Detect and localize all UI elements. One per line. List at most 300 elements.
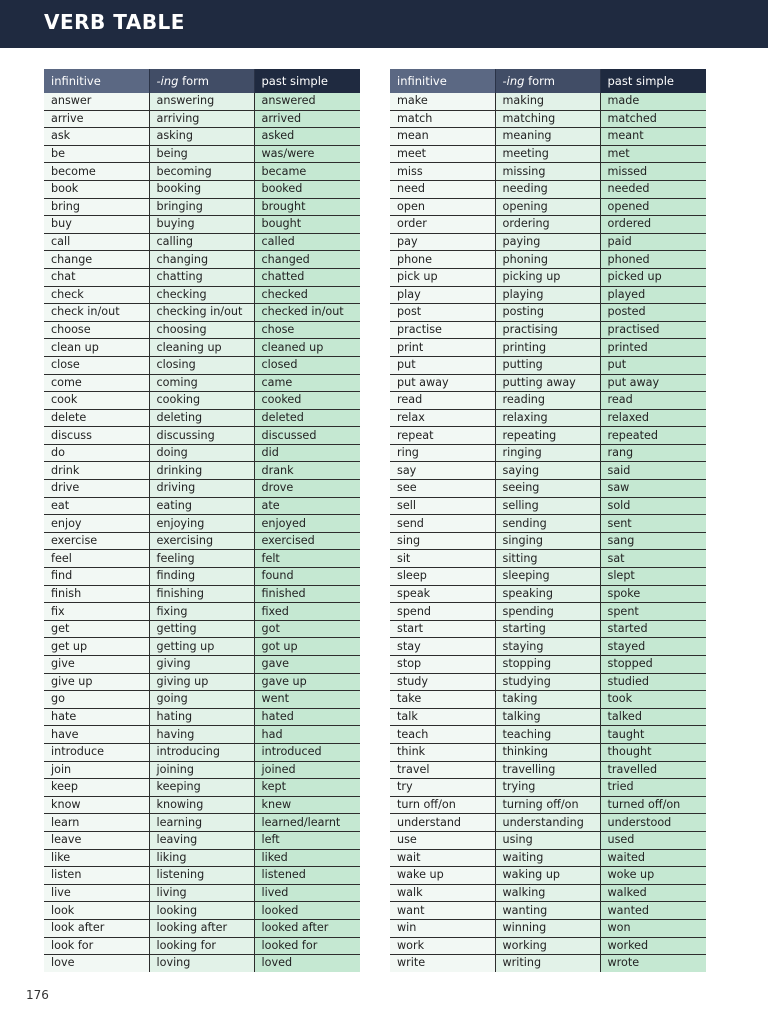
cell-infinitive: send [390,515,495,533]
table-row [390,93,706,110]
cell-past-simple: gave [254,656,360,674]
table-row [44,427,360,445]
cell-past-simple: read [600,392,706,410]
cell-ing-form: feeling [149,550,254,568]
cell-ing-form: missing [495,163,600,181]
cell-infinitive: look [44,902,149,920]
header-ing-form [149,69,254,93]
cell-infinitive: give up [44,673,149,691]
cell-ing-form: booking [149,180,254,198]
cell-infinitive: become [44,163,149,181]
cell-ing-form: cleaning up [149,339,254,357]
cell-past-simple: knew [254,796,360,814]
cell-infinitive: spend [390,603,495,621]
table-row [390,216,706,234]
cell-past-simple: matched [600,110,706,128]
cell-past-simple: finished [254,585,360,603]
cell-ing-form: knowing [149,796,254,814]
table-row [390,831,706,849]
cell-ing-form: repeating [495,427,600,445]
cell-infinitive: read [390,392,495,410]
cell-infinitive: match [390,110,495,128]
table-row [44,480,360,498]
cell-infinitive: want [390,902,495,920]
table-row [44,497,360,515]
table-header-row [390,69,706,93]
table-row [390,743,706,761]
cell-infinitive: print [390,339,495,357]
cell-ing-form: studying [495,673,600,691]
table-row [44,128,360,146]
cell-ing-form: finishing [149,585,254,603]
cell-ing-form: writing [495,955,600,972]
cell-ing-form: printing [495,339,600,357]
table-row [390,480,706,498]
cell-ing-form: changing [149,251,254,269]
cell-past-simple: travelled [600,761,706,779]
table-row [44,110,360,128]
cell-past-simple: spoke [600,585,706,603]
cell-infinitive: work [390,937,495,955]
cell-ing-form: opening [495,198,600,216]
cell-infinitive: wait [390,849,495,867]
cell-infinitive: like [44,849,149,867]
cell-ing-form: taking [495,691,600,709]
cell-past-simple: opened [600,198,706,216]
cell-infinitive: learn [44,814,149,832]
cell-ing-form: turning off/on [495,796,600,814]
cell-infinitive: miss [390,163,495,181]
cell-past-simple: used [600,831,706,849]
page-header [0,0,768,48]
table-row [390,268,706,286]
cell-infinitive: pay [390,233,495,251]
table-row [44,163,360,181]
table-row [44,409,360,427]
table-row [390,356,706,374]
table-row [44,532,360,550]
cell-infinitive: think [390,743,495,761]
cell-infinitive: keep [44,779,149,797]
cell-past-simple: listened [254,867,360,885]
header-infinitive: infinitive [44,69,149,93]
cell-ing-form: coming [149,374,254,392]
cell-infinitive: look after [44,919,149,937]
cell-past-simple: stayed [600,638,706,656]
table-row [44,849,360,867]
cell-infinitive: relax [390,409,495,427]
table-row [44,761,360,779]
cell-past-simple: turned off/on [600,796,706,814]
cell-past-simple: phoned [600,251,706,269]
table-row [44,796,360,814]
cell-infinitive: ask [44,128,149,146]
table-row [44,937,360,955]
table-row [390,585,706,603]
table-row [44,180,360,198]
cell-ing-form: staying [495,638,600,656]
cell-ing-form: teaching [495,726,600,744]
cell-ing-form: leaving [149,831,254,849]
cell-infinitive: choose [44,321,149,339]
table-row [44,392,360,410]
cell-past-simple: kept [254,779,360,797]
table-row [390,409,706,427]
cell-infinitive: check in/out [44,304,149,322]
cell-ing-form: cooking [149,392,254,410]
header-ing-suffix: form [524,74,555,88]
cell-ing-form: working [495,937,600,955]
cell-infinitive: find [44,568,149,586]
cell-infinitive: ring [390,444,495,462]
table-row [390,444,706,462]
cell-ing-form: doing [149,444,254,462]
cell-infinitive: change [44,251,149,269]
cell-infinitive: understand [390,814,495,832]
cell-infinitive: drink [44,462,149,480]
cell-infinitive: give [44,656,149,674]
table-row [44,708,360,726]
cell-past-simple: cleaned up [254,339,360,357]
cell-infinitive: play [390,286,495,304]
cell-infinitive: put away [390,374,495,392]
cell-past-simple: introduced [254,743,360,761]
cell-ing-form: sleeping [495,568,600,586]
cell-ing-form: going [149,691,254,709]
cell-ing-form: discussing [149,427,254,445]
cell-infinitive: post [390,304,495,322]
page-title: VERB TABLE [44,10,185,34]
cell-ing-form: liking [149,849,254,867]
page-number: 176 [26,988,49,1002]
cell-past-simple: took [600,691,706,709]
cell-infinitive: sit [390,550,495,568]
table-row [44,603,360,621]
cell-ing-form: having [149,726,254,744]
cell-past-simple: meant [600,128,706,146]
cell-infinitive: order [390,216,495,234]
cell-past-simple: thought [600,743,706,761]
cell-past-simple: won [600,919,706,937]
table-row [44,585,360,603]
cell-infinitive: fix [44,603,149,621]
cell-ing-form: drinking [149,462,254,480]
table-row [390,304,706,322]
cell-ing-form: introducing [149,743,254,761]
cell-infinitive: hate [44,708,149,726]
cell-past-simple: drove [254,480,360,498]
cell-ing-form: winning [495,919,600,937]
cell-ing-form: checking [149,286,254,304]
table-row [390,110,706,128]
cell-infinitive: introduce [44,743,149,761]
cell-ing-form: answering [149,93,254,110]
table-row [44,884,360,902]
table-row [390,761,706,779]
cell-infinitive: need [390,180,495,198]
cell-ing-form: asking [149,128,254,146]
table-row [390,321,706,339]
cell-ing-form: putting [495,356,600,374]
cell-ing-form: becoming [149,163,254,181]
cell-ing-form: buying [149,216,254,234]
table-row [390,568,706,586]
cell-ing-form: listening [149,867,254,885]
table-row [390,374,706,392]
cell-past-simple: understood [600,814,706,832]
table-row [390,849,706,867]
cell-past-simple: waited [600,849,706,867]
table-row [44,620,360,638]
cell-past-simple: asked [254,128,360,146]
cell-past-simple: felt [254,550,360,568]
cell-ing-form: making [495,93,600,110]
cell-ing-form: keeping [149,779,254,797]
cell-infinitive: sell [390,497,495,515]
table-row [44,955,360,972]
table-row [390,515,706,533]
cell-infinitive: be [44,145,149,163]
cell-ing-form: ringing [495,444,600,462]
cell-infinitive: book [44,180,149,198]
cell-infinitive: clean up [44,339,149,357]
cell-infinitive: use [390,831,495,849]
table-row [44,444,360,462]
cell-infinitive: repeat [390,427,495,445]
cell-infinitive: pick up [390,268,495,286]
cell-past-simple: put away [600,374,706,392]
cell-infinitive: know [44,796,149,814]
cell-past-simple: needed [600,180,706,198]
cell-infinitive: drive [44,480,149,498]
header-ing-prefix: -ing [156,74,179,88]
cell-past-simple: changed [254,251,360,269]
cell-past-simple: booked [254,180,360,198]
cell-past-simple: wrote [600,955,706,972]
table-row [390,128,706,146]
cell-past-simple: repeated [600,427,706,445]
cell-past-simple: was/were [254,145,360,163]
header-past-simple: past simple [600,69,706,93]
table-row [44,233,360,251]
cell-past-simple: fixed [254,603,360,621]
cell-infinitive: walk [390,884,495,902]
cell-infinitive: see [390,480,495,498]
table-row [390,919,706,937]
cell-ing-form: paying [495,233,600,251]
cell-infinitive: wake up [390,867,495,885]
cell-past-simple: drank [254,462,360,480]
cell-infinitive: bring [44,198,149,216]
cell-ing-form: hating [149,708,254,726]
cell-ing-form: posting [495,304,600,322]
cell-past-simple: said [600,462,706,480]
cell-past-simple: lived [254,884,360,902]
cell-past-simple: paid [600,233,706,251]
cell-past-simple: answered [254,93,360,110]
cell-ing-form: waking up [495,867,600,885]
table-row [44,198,360,216]
cell-ing-form: enjoying [149,515,254,533]
cell-past-simple: studied [600,673,706,691]
table-row [44,93,360,110]
cell-past-simple: got up [254,638,360,656]
cell-infinitive: put [390,356,495,374]
cell-infinitive: say [390,462,495,480]
cell-ing-form: sending [495,515,600,533]
cell-ing-form: thinking [495,743,600,761]
cell-infinitive: get [44,620,149,638]
cell-ing-form: eating [149,497,254,515]
cell-past-simple: checked in/out [254,304,360,322]
verb-table-left [44,69,360,972]
cell-ing-form: learning [149,814,254,832]
cell-infinitive: buy [44,216,149,234]
cell-infinitive: discuss [44,427,149,445]
cell-past-simple: sat [600,550,706,568]
cell-infinitive: start [390,620,495,638]
cell-past-simple: liked [254,849,360,867]
cell-ing-form: spending [495,603,600,621]
cell-ing-form: getting [149,620,254,638]
cell-infinitive: leave [44,831,149,849]
table-row [390,497,706,515]
cell-past-simple: wanted [600,902,706,920]
table-row [44,638,360,656]
table-row [44,814,360,832]
table-row [390,163,706,181]
cell-ing-form: giving up [149,673,254,691]
table-row [44,568,360,586]
table-row [390,884,706,902]
cell-past-simple: went [254,691,360,709]
cell-ing-form: fixing [149,603,254,621]
cell-past-simple: slept [600,568,706,586]
table-row [390,620,706,638]
table-row [390,673,706,691]
cell-infinitive: travel [390,761,495,779]
cell-infinitive: do [44,444,149,462]
cell-ing-form: playing [495,286,600,304]
cell-ing-form: walking [495,884,600,902]
cell-past-simple: cooked [254,392,360,410]
cell-ing-form: living [149,884,254,902]
cell-infinitive: speak [390,585,495,603]
cell-ing-form: saying [495,462,600,480]
cell-infinitive: win [390,919,495,937]
cell-infinitive: arrive [44,110,149,128]
table-row [44,286,360,304]
cell-past-simple: discussed [254,427,360,445]
table-row [44,356,360,374]
table-row [44,550,360,568]
cell-past-simple: called [254,233,360,251]
cell-past-simple: sang [600,532,706,550]
cell-past-simple: hated [254,708,360,726]
cell-ing-form: understanding [495,814,600,832]
cell-ing-form: bringing [149,198,254,216]
table-row [44,462,360,480]
cell-past-simple: joined [254,761,360,779]
cell-past-simple: did [254,444,360,462]
cell-infinitive: join [44,761,149,779]
cell-past-simple: tried [600,779,706,797]
table-row [44,673,360,691]
cell-past-simple: practised [600,321,706,339]
table-row [390,779,706,797]
table-row [390,867,706,885]
cell-infinitive: phone [390,251,495,269]
cell-infinitive: teach [390,726,495,744]
cell-ing-form: wanting [495,902,600,920]
table-row [390,251,706,269]
cell-past-simple: ate [254,497,360,515]
table-row [390,656,706,674]
cell-infinitive: turn off/on [390,796,495,814]
cell-past-simple: ordered [600,216,706,234]
cell-past-simple: worked [600,937,706,955]
cell-infinitive: meet [390,145,495,163]
cell-infinitive: try [390,779,495,797]
cell-past-simple: closed [254,356,360,374]
header-infinitive: infinitive [390,69,495,93]
cell-past-simple: brought [254,198,360,216]
cell-past-simple: woke up [600,867,706,885]
cell-ing-form: meeting [495,145,600,163]
table-row [390,180,706,198]
cell-infinitive: have [44,726,149,744]
cell-infinitive: practise [390,321,495,339]
cell-ing-form: exercising [149,532,254,550]
cell-infinitive: take [390,691,495,709]
cell-past-simple: spent [600,603,706,621]
cell-infinitive: listen [44,867,149,885]
cell-ing-form: deleting [149,409,254,427]
cell-past-simple: checked [254,286,360,304]
cell-past-simple: deleted [254,409,360,427]
table-row [44,656,360,674]
table-row [44,726,360,744]
table-row [44,831,360,849]
table-row [44,743,360,761]
table-row [390,462,706,480]
cell-infinitive: chat [44,268,149,286]
cell-ing-form: seeing [495,480,600,498]
cell-infinitive: talk [390,708,495,726]
table-row [44,902,360,920]
cell-ing-form: being [149,145,254,163]
cell-past-simple: started [600,620,706,638]
cell-past-simple: talked [600,708,706,726]
table-row [390,532,706,550]
table-row [390,233,706,251]
table-row [390,286,706,304]
cell-ing-form: needing [495,180,600,198]
cell-ing-form: giving [149,656,254,674]
cell-past-simple: posted [600,304,706,322]
header-past-simple: past simple [254,69,360,93]
cell-ing-form: matching [495,110,600,128]
cell-ing-form: checking in/out [149,304,254,322]
table-row [44,339,360,357]
table-row [44,919,360,937]
cell-ing-form: picking up [495,268,600,286]
cell-past-simple: left [254,831,360,849]
cell-past-simple: gave up [254,673,360,691]
cell-ing-form: stopping [495,656,600,674]
cell-ing-form: reading [495,392,600,410]
cell-ing-form: practising [495,321,600,339]
